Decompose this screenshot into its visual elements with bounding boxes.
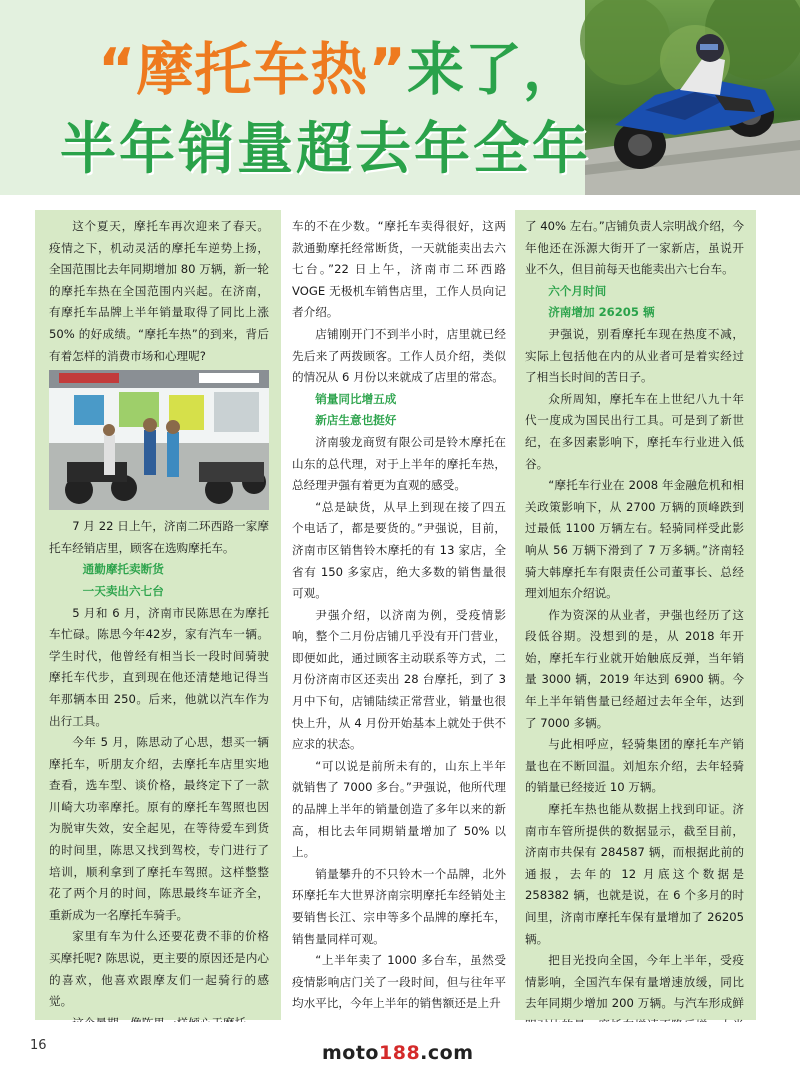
- motorcycle-store-photo: [49, 370, 269, 510]
- col3-paragraph-5: 作为资深的从业者，尹强也经历了这段低谷期。没想到的是，从 2018 年开始，摩托车行业就开始触底反弹，当年销量 3000 辆，2019 年达到 6900 辆。今年上半年销售量已经超过去年全年，达到了 7000 多辆。: [525, 607, 744, 730]
- headline-line2: 半年销量超去年全年: [60, 117, 591, 182]
- column-2: [282, 210, 514, 1020]
- col2-paragraph-3: 济南骏龙商贸有限公司是铃木摩托在山东的总代理，对于上半年的摩托车热，总经理尹强有着更为直观的感受。: [292, 434, 506, 493]
- col3-paragraph-2: 尹强说，别看摩托车现在热度不减，实际上包括他在内的从业者可是着实经过了相当长时间的苦日子。: [525, 326, 744, 385]
- subheading-3a: 六个月时间: [548, 283, 607, 298]
- col2-paragraph-5: 尹强介绍，以济南为例，受疫情影响，整个二月份店铺几乎没有开门营业，即便如此，通过顾客主动联系等方式，二月份济南市区还卖出 28 台摩托，到了 3 月中下旬，店铺陆续正常营业，销量也很快上升，从 4 月份开始基本上就处于供不应求的状态。: [292, 607, 506, 752]
- subheading-1b: 一天卖出六七台: [82, 583, 164, 598]
- subheading-2b: 新店生意也挺好: [315, 413, 397, 428]
- col3-paragraph-8: 把目光投向全国，今年上半年，受疫情影响，全国汽车保有量增速放缓，同比去年同期少增加 200 万辆。与汽车形成鲜: [525, 953, 744, 1011]
- subheading-2a: 销量同比增五成: [315, 391, 397, 406]
- col3-paragraph-7: 摩托车热也能从数据上找到印证。济南市车管所提供的数据显示，截至目前，济南市共保有 284587 辆，而根据此前的通报，去年的 12 月底这个数据是 258382 辆，也就是说，在 6 个多月的时间里，济南市摩托车保有量增加了 26205 辆。: [525, 802, 744, 946]
- col2-paragraph-4: “总是缺货，从早上到现在接了四五个电话了，都是要货的。”尹强说，目前，济南市区销售铃木摩托的有 13 家店，全省有 150 多家店，绝大多数的销售量很可观。: [292, 499, 506, 601]
- col2-paragraph-6: “可以说是前所未有的，山东上半年就销售了 7000 多台。”尹强说，他所代理的品牌上半年的销量创造了多年以来的新高，相比去年同期销量增加了 50% 以上。: [292, 758, 506, 860]
- col2-paragraph-8: “上半年卖了 1000 多台车，虽然受疫情影响店门关了一段时间，但与往年平均水平比，今年上半年的销售额还是上升: [292, 953, 506, 1011]
- headline-line1: [98, 37, 581, 103]
- watermark-com: .com: [420, 1042, 474, 1064]
- subheading-1a: 通勤摩托卖断货: [82, 562, 164, 577]
- col3-paragraph-4: “摩托车行业在 2008 年金融危机和相关政策影响下，从 2700 万辆的顶峰跌到过最低 1100 万辆左右。轻骑同样受此影响从 56 万辆下滑到了 7 万多辆。”济南轻骑大韩摩托车有限责任公司董事长、总经理刘旭东介绍说。: [525, 478, 744, 601]
- motorcycle-rider-photo: [585, 0, 800, 195]
- col2-paragraph-7: 销量攀升的不只铃木一个品牌，北外环摩托车大世界济南宗明摩托车经销处主要销售长江、宗申等多个品牌的摩托车，销售量同样可观。: [292, 866, 506, 946]
- column-3: [515, 210, 756, 1020]
- col1-paragraph-1: 这个夏天，摩托车再次迎来了春天。疫情之下，机动灵活的摩托车逆势上扬，全国范围比去年同期增加 80 万辆，新一轮的摩托车热在全国范围内兴起。在济南，有摩托车品牌上半年销量取得了同比上涨50% 的好成绩。“摩托车热”的到来，背后有着怎样的消费市场和心理呢?: [49, 219, 269, 363]
- col2-paragraph-1: 车的不在少数。“摩托车卖得很好，这两款通勤摩托经常断货，一天就能卖出去六七台。”22 日上午，济南市二环西路 VOGE 无极机车销售店里，工作人员向记者介绍。: [292, 219, 506, 320]
- site-watermark: [322, 1042, 474, 1064]
- page-number: 16: [30, 1038, 47, 1053]
- col1-paragraph-3: 今年 5 月，陈思动了心思，想买一辆摩托车，听朋友介绍，去摩托车店里实地查看，选车型、谈价格，最终定下了一款川崎大功率摩托。原有的摩托车驾照也因为脱审失效，安全起见，在等待爱车到货的时间里，陈思又找到驾校，专门进行了培训，顺利拿到了摩托车驾照。这样整整花了两个月的时间，陈思最终车证齐全，重新成为一名摩托车骑手。: [49, 735, 269, 922]
- col3-paragraph-1: 了 40% 左右。”店铺负责人宗明战介绍，今年他还在泺源大街开了一家新店，虽说开业不久，但目前每天也能卖出六七台车。: [525, 219, 744, 277]
- watermark-moto: moto: [322, 1042, 379, 1064]
- headline-quoted: “摩托车热”: [98, 37, 407, 103]
- col3-paragraph-3: 众所周知，摩托车在上世纪八九十年代一度成为国民出行工具。可是到了新世纪，在多因素影响下，摩托车行业进入低谷。: [525, 391, 744, 471]
- col1-paragraph-4: 家里有车为什么还要花费不菲的价格买摩托呢? 陈思说，更主要的原因还是内心的喜欢，他喜欢跟摩友们一起骑行的感觉。: [49, 929, 269, 1009]
- column-1: [35, 210, 281, 1020]
- subheading-3b: 济南增加 26205 辆: [548, 305, 655, 320]
- watermark-188: 188: [379, 1042, 421, 1064]
- col1-paragraph-2: 5 月和 6 月，济南市民陈思在为摩托车忙碌。陈思今年42岁，家有汽车一辆。学生时代，他曾经有相当长一段时间骑驶摩托车代步，直到现在他还清楚地记得当年那辆本田 250。后来，他就以汽车作为出行工具。: [49, 605, 269, 728]
- photo-caption: 7 月 22 日上午，济南二环西路一家摩托车经销店里，顾客在选购摩托车。: [49, 519, 269, 555]
- headline-rest: 来了，: [406, 37, 581, 103]
- col3-paragraph-6: 与此相呼应，轻骑集团的摩托车产销量也在不断回温。刘旭东介绍，去年轻骑的销量已经接近 10 万辆。: [525, 737, 744, 795]
- col2-paragraph-2: 店铺刚开门不到半小时，店里就已经先后来了两拨顾客。工作人员介绍，类似的情况从 6 月份以来就成了店里的常态。: [292, 326, 506, 385]
- article-header: [0, 0, 800, 195]
